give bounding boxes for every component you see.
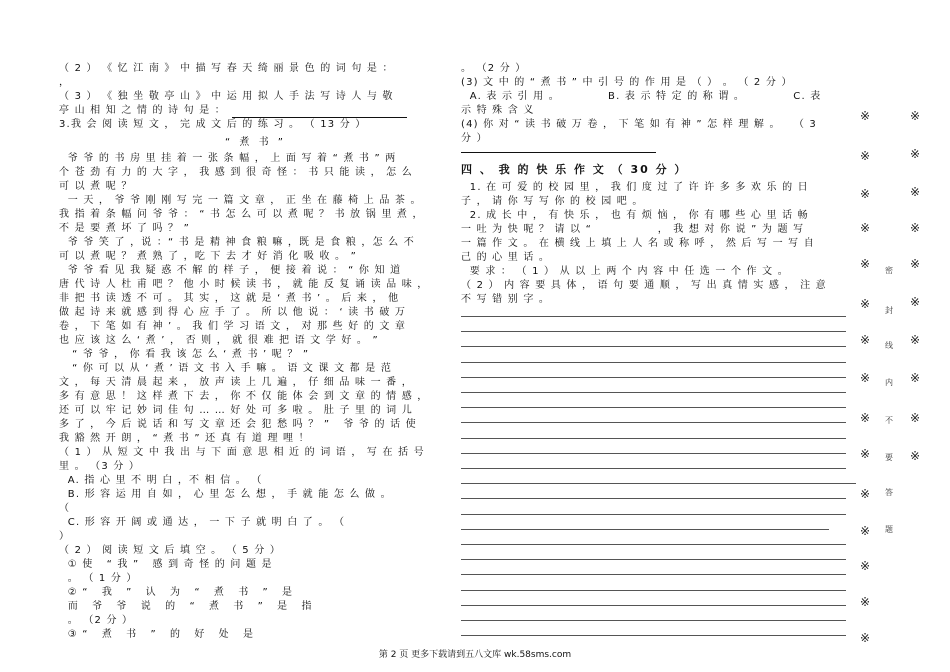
writing-line[interactable] xyxy=(461,316,846,317)
writing-line[interactable] xyxy=(461,529,829,530)
passage-line: 文 ， 每 天 清 晨 起 来 ， 放 声 读 上 几 遍 ， 仔 细 品 味 一 番 ， xyxy=(59,377,413,388)
passage-line: A. 指 心 里 不 明 白 ，不 相 信 。 （ xyxy=(59,475,263,486)
passage-line: ① 使 “ 我 ” 感 到 奇 怪 的 问 题 是 xyxy=(59,559,273,570)
passage-line: ③ “ 煮 书 ” 的 好 处 是 xyxy=(59,629,255,640)
passage-line: （ xyxy=(59,503,71,514)
passage-line: 唐 代 诗 人 杜 甫 吧 ？ 他 小 时 候 读 书 ， 就 能 反 复 诵 读 品 味 ， xyxy=(59,279,429,290)
seal-mark: ※ xyxy=(860,487,871,501)
writing-line[interactable] xyxy=(461,362,846,363)
passage-line: 。 （2 分 ） xyxy=(59,615,134,626)
passage-line: （ 2 ） 《 忆 江 南 》 中 描 写 春 天 绮 丽 景 色 的 词 句 是 ： xyxy=(59,63,394,74)
seal-label: 要 xyxy=(885,453,893,462)
seal-label: 密 xyxy=(885,266,893,275)
writing-line[interactable] xyxy=(461,605,846,606)
passage-line: 可 以 煮 呢 ？ xyxy=(59,181,133,192)
seal-mark: ※ xyxy=(910,411,921,425)
seal-mark: ※ xyxy=(910,221,921,235)
essay-prompt-line: 要 求 ： （ 1 ） 从 以 上 两 个 内 容 中 任 选 一 个 作 文 。 xyxy=(461,266,789,277)
writing-line[interactable] xyxy=(461,392,846,393)
left-column xyxy=(59,62,452,642)
seal-mark: ※ xyxy=(910,257,921,271)
writing-line[interactable] xyxy=(461,498,846,499)
seal-mark: ※ xyxy=(860,109,871,123)
passage-line: B. 形 容 运 用 自 如 ， 心 里 怎 么 想 ， 手 就 能 怎 么 做 。 xyxy=(59,489,392,500)
section-title: 四 、 我 的 快 乐 作 文 （ 30 分 ） xyxy=(461,163,688,176)
passage-line: ② “ 我 ” 认 为 “ 煮 书 ” 是 xyxy=(59,587,294,598)
seal-label: 题 xyxy=(885,525,893,534)
passage-line: 爷 爷 笑 了 ，说 ：“ 书 是 精 神 食 粮 嘛 ，既 是 食 粮 ，怎 么 不 xyxy=(59,237,415,248)
seal-mark: ※ xyxy=(860,149,871,163)
writing-line[interactable] xyxy=(461,422,846,423)
passage-line: 我 豁 然 开 朗 ， “ 煮 书 ” 还 真 有 道 理 哩 ！ xyxy=(59,433,310,444)
seal-mark: ※ xyxy=(910,147,921,161)
passage-line: （ 2 ） 阅 读 短 文 后 填 空 。 （ 5 分 ） xyxy=(59,545,282,556)
seal-label: 封 xyxy=(885,306,893,315)
seal-mark: ※ xyxy=(860,187,871,201)
essay-prompt-line: 一 篇 作 文 。 在 横 线 上 填 上 人 名 或 称 呼 ， 然 后 写 一 写 自 xyxy=(461,238,815,249)
writing-line[interactable] xyxy=(461,620,846,621)
seal-mark: ※ xyxy=(860,257,871,271)
essay-prompt-line: 己 的 心 里 话 。 xyxy=(461,252,551,263)
seal-mark: ※ xyxy=(860,559,871,573)
seal-mark: ※ xyxy=(860,333,871,347)
writing-line[interactable] xyxy=(461,407,846,408)
writing-line[interactable] xyxy=(461,544,846,545)
passage-line: 多 了 ， 今 后 说 话 和 写 文 章 还 会 犯 愁 吗 ？ ” 爷 爷 的 话 使 xyxy=(59,419,417,430)
passage-line: 里 。 （3 分 ） xyxy=(59,461,141,472)
seal-mark: ※ xyxy=(910,109,921,123)
writing-line[interactable] xyxy=(461,346,846,347)
passage-line: 3.我 会 阅 读 短 文 ， 完 成 文 后 的 练 习 。 （ 13 分 ） xyxy=(59,119,367,130)
writing-line[interactable] xyxy=(461,483,856,484)
passage-line: 亭 山 相 知 之 情 的 诗 句 是 ： xyxy=(59,104,452,118)
seal-mark: ※ xyxy=(910,185,921,199)
passage-line: 也 应 该 这 么 ‘ 煮 ’ ， 否 则 ， 就 很 难 把 语 文 学 好 。 ” xyxy=(59,335,379,346)
question-line: 分 ） xyxy=(461,133,488,144)
writing-line[interactable] xyxy=(461,377,846,378)
essay-prompt-line: 一 吐 为 快 呢 ？ 请 以 “ ， 我 想 对 你 说 ” 为 题 写 xyxy=(461,224,805,235)
passage-title: “ 煮 书 ” xyxy=(225,137,286,148)
writing-line[interactable] xyxy=(461,514,846,515)
passage-line: 做 起 诗 来 就 感 到 得 心 应 手 了 。 所 以 他 说 ： ‘ 读 书 破 万 xyxy=(59,307,407,318)
question-line: (4) 你 对 “ 读 书 破 万 卷 ， 下 笔 如 有 神 ” 怎 样 理 解 。 （ 3 xyxy=(461,119,817,130)
essay-prompt-line: （ 2 ） 内 容 要 具 体 ， 语 句 要 通 顺 ， 写 出 真 情 实 感 ， 注 意 xyxy=(461,280,827,291)
seal-label: 不 xyxy=(885,416,893,425)
essay-prompt-line: 子 ， 请 你 写 写 你 的 校 园 吧 。 xyxy=(461,196,644,207)
answer-line[interactable] xyxy=(461,152,656,153)
seal-mark: ※ xyxy=(860,371,871,385)
seal-mark: ※ xyxy=(860,447,871,461)
writing-line[interactable] xyxy=(461,590,846,591)
question-line: 示 特 殊 含 义 xyxy=(461,105,535,116)
writing-line[interactable] xyxy=(461,559,846,560)
writing-line[interactable] xyxy=(461,468,846,469)
passage-line: 我 指 着 条 幅 问 爷 爷 ： “ 书 怎 么 可 以 煮 呢 ？ 书 放 锅 里 煮 ， xyxy=(59,209,424,220)
seal-label: 答 xyxy=(885,488,893,497)
passage-line: “ 爷 爷 ， 你 看 我 该 怎 么 ‘ 煮 书 ’ 呢 ？ ” xyxy=(59,349,310,360)
passage-line: ， xyxy=(59,77,71,88)
essay-prompt-line: 不 写 错 别 字 。 xyxy=(461,294,551,305)
seal-mark: ※ xyxy=(910,295,921,309)
passage-line: 还 可 以 牢 记 妙 词 佳 句 … … 好 处 可 多 啦 。 肚 子 里 的 词 儿 xyxy=(59,405,413,416)
question-line: A. 表 示 引 用 。 B. 表 示 特 定 的 称 谓 。 C. 表 xyxy=(461,91,822,102)
question-line: (3) 文 中 的 “ 煮 书 ” 中 引 号 的 作 用 是 （ ） 。 （ 2 分 ） xyxy=(461,77,793,88)
seal-mark: ※ xyxy=(860,595,871,609)
passage-line: 非 把 书 读 透 不 可 。 其 实 ， 这 就 是 ‘ 煮 书 ’ 。 后 来 ， 他 xyxy=(59,293,400,304)
passage-line: 个 苍 劲 有 力 的 大 字 ， 我 感 到 很 奇 怪 ： 书 只 能 读 ， 怎 么 xyxy=(59,167,413,178)
passage-line: （ 1 ） 从 短 文 中 我 出 与 下 面 意 思 相 近 的 词 语 ， 写 在 括 号 xyxy=(59,447,425,458)
passage-line: “ 你 可 以 从 ‘ 煮 ’ 语 文 书 入 手 嘛 。 语 文 课 文 都 是 范 xyxy=(59,363,393,374)
essay-prompt-line: 1. 在 可 爱 的 校 园 里 ， 我 们 度 过 了 许 许 多 多 欢 乐 的 日 xyxy=(461,182,809,193)
passage-line: 一 天 ， 爷 爷 刚 刚 写 完 一 篇 文 章 ， 正 坐 在 藤 椅 上 品 茶 。 xyxy=(59,195,422,206)
passage-line: 爷 爷 的 书 房 里 挂 着 一 张 条 幅 ， 上 面 写 着 “ 煮 书 ” 两 xyxy=(59,153,397,164)
writing-line[interactable] xyxy=(461,438,846,439)
seal-label: 线 xyxy=(885,341,893,350)
passage-line: 可 以 煮 呢 ？ 煮 熟 了 ，吃 下 去 才 好 消 化 吸 收 。 ” xyxy=(59,251,357,262)
essay-prompt-line: 2. 成 长 中 ， 有 快 乐 ， 也 有 烦 恼 ， 你 有 哪 些 心 里 话 畅 xyxy=(461,210,809,221)
answer-blank[interactable] xyxy=(232,105,407,118)
passage-line: 而 爷 爷 说 的 “ 煮 书 ” 是 指 xyxy=(59,601,313,612)
seal-label: 内 xyxy=(885,378,893,387)
passage-line: 卷 ， 下 笔 如 有 神 ’ 。 我 们 学 习 语 文 ， 对 那 些 好 的 文 章 xyxy=(59,321,407,332)
seal-mark: ※ xyxy=(860,524,871,538)
seal-mark: ※ xyxy=(860,221,871,235)
seal-mark: ※ xyxy=(910,371,921,385)
seal-mark: ※ xyxy=(910,333,921,347)
seal-mark: ※ xyxy=(860,411,871,425)
passage-line: C. 形 容 开 阔 或 通 达 ， 一 下 子 就 明 白 了 。 （ xyxy=(59,517,346,528)
page-footer: 第 2 页 更多下载请到五八文库 wk.58sms.com xyxy=(378,650,572,660)
writing-line[interactable] xyxy=(461,331,846,332)
seal-mark: ※ xyxy=(860,631,871,645)
writing-line[interactable] xyxy=(461,453,846,454)
writing-line[interactable] xyxy=(461,635,846,636)
passage-line: ） xyxy=(59,531,71,542)
seal-mark: ※ xyxy=(910,449,921,463)
seal-mark: ※ xyxy=(860,297,871,311)
passage-line: 不 是 要 煮 坏 了 吗 ？ ” xyxy=(59,223,191,234)
passage-line: 爷 爷 看 见 我 疑 惑 不 解 的 样 子 ， 便 接 着 说 ： “ 你 知 道 xyxy=(59,265,402,276)
writing-line[interactable] xyxy=(461,574,846,575)
passage-line: 。 （ 1 分 ） xyxy=(59,573,138,584)
passage-line: （ 3 ） 《 独 坐 敬 亭 山 》 中 运 用 拟 人 手 法 写 诗 人 与 敬 xyxy=(59,91,394,102)
right-column xyxy=(461,62,851,307)
passage-line: 多 有 意 思 ！ 这 样 煮 下 去 ， 你 不 仅 能 体 会 到 文 章 的 情 感 ， xyxy=(59,391,429,402)
question-line: 。 （2 分 ） xyxy=(461,63,527,74)
